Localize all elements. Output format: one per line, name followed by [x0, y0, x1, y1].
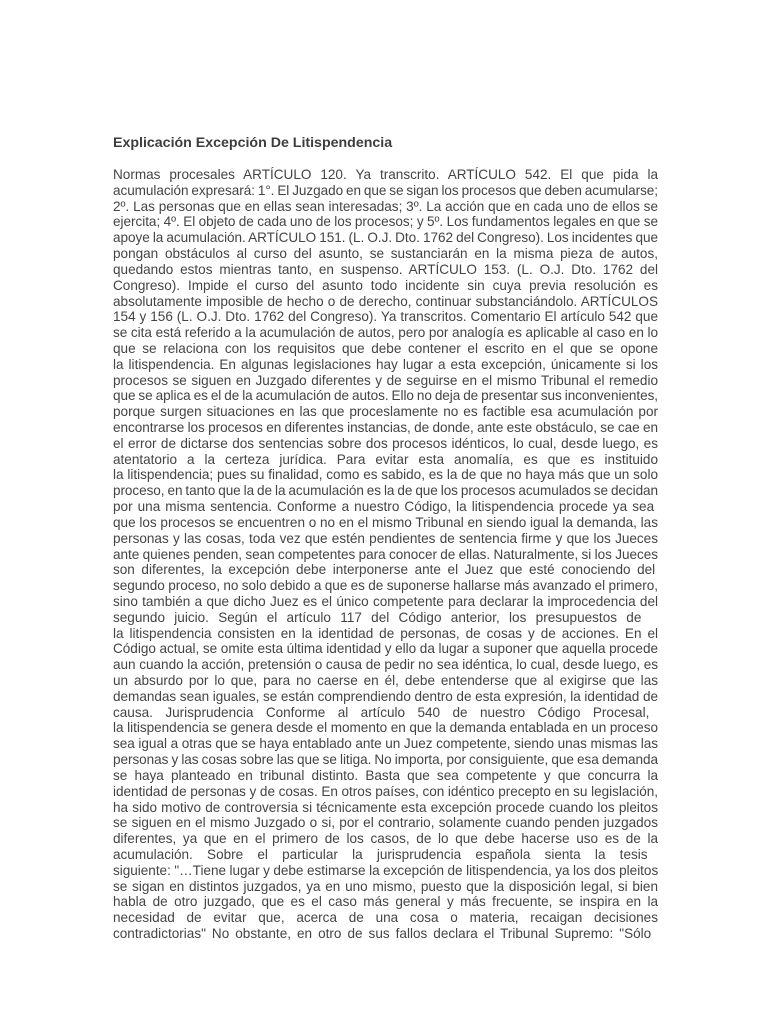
document-body [113, 167, 658, 942]
body-line: contradictorias" No obstante, en otro de sus fallos declara el Tribunal Supremo: "Sólo [113, 926, 652, 941]
body-line: por una misma sentencia. Conforme a nuestro Código, la litispendencia procede ya sea [113, 499, 655, 515]
body-line: se siguen en el mismo Juzgado o si, por el contrario, solamente cuando penden juzgados [113, 815, 658, 831]
body-line: identidad de personas y de cosas. En otros países, con idéntico precepto en su legislación, [113, 783, 658, 799]
body-line: pongan obstáculos al curso del asunto, se sustanciarán en la misma pieza de autos, [113, 246, 658, 262]
body-line: sea igual a otras que se haya entablado ante un Juez competente, siendo unas mismas las [113, 736, 658, 752]
body-line: acumulación. Sobre el particular la jurisprudencia española sienta la tesis [113, 846, 648, 862]
body-line: el error de dictarse dos sentencias sobre dos procesos idénticos, lo cual, desde luego, es [113, 435, 658, 451]
body-line: Congreso). Impide el curso del asunto todo incidente sin cuya previa resolución es [113, 277, 658, 293]
body-line: quedando estos mientras tanto, en suspenso. ARTÍCULO 153. (L. O.J. Dto. 1762 del [113, 261, 658, 277]
body-line: que los procesos se encuentren o no en el mismo Tribunal en siendo igual la demanda, las [113, 514, 658, 530]
body-line: 154 y 156 (L. O.J. Dto. 1762 del Congreso). Ya transcritos. Comentario El artículo 542 que [113, 309, 658, 325]
body-line: son diferentes, la excepción debe interponerse ante el Juez que esté conociendo del [113, 562, 656, 578]
body-line: Normas procesales ARTÍCULO 120. Ya transcrito. ARTÍCULO 542. El que pida la [113, 167, 658, 182]
body-line: segundo juicio. Según el artículo 117 del Código anterior, los presupuestos de [113, 609, 642, 625]
body-line: sino también a que dicho Juez es el único competente para declarar la improcedencia del [113, 593, 658, 609]
body-line: segundo proceso, no solo debido a que es de suponerse hallarse más avanzado el primero, [113, 578, 658, 594]
body-line: causa. Jurisprudencia Conforme al artículo 540 de nuestro Código Procesal, [113, 704, 650, 720]
body-line: habla de otro juzgado, que es el caso más general y más frecuente, se inspira en la [113, 894, 658, 910]
body-line: 2º. Las personas que en ellas sean interesadas; 3º. La acción que en cada uno de ellos se [113, 198, 658, 214]
body-line: apoye la acumulación. ARTÍCULO 151. (L. O.J. Dto. 1762 del Congreso). Los incidentes que [113, 230, 658, 246]
document-title: Explicación Excepción De Litispendencia [113, 135, 393, 151]
body-line: demandas sean iguales, se están comprendiendo dentro de esta expresión, la identidad de [113, 688, 658, 704]
body-line: personas y las cosas, toda vez que estén pendientes de sentencia firme y que los Jueces [113, 530, 658, 546]
body-line: acumulación expresará: 1°. El Juzgado en que se sigan los procesos que deben acumularse; [113, 182, 658, 198]
body-line: absolutamente imposible de hecho o de derecho, continuar substanciándolo. ARTÍCULOS [113, 293, 658, 309]
body-line: la litispendencia se genera desde el momento en que la demanda entablada en un proceso [113, 720, 658, 736]
body-line: un absurdo por lo que, para no caerse en él, debe entenderse que al exigirse que las [113, 673, 658, 688]
body-line: necesidad de evitar que, acerca de una cosa o materia, recaigan decisiones [113, 910, 658, 926]
body-line: que se relaciona con los requisitos que debe contener el escrito en el que se opone [113, 340, 658, 356]
body-line: la litispendencia consisten en la identidad de personas, de cosas y de acciones. En el [113, 625, 658, 641]
body-line: siguiente: "…Tiene lugar y debe estimarse la excepción de litispendencia, ya los dos pleitos [113, 862, 659, 878]
body-line: ejercita; 4º. El objeto de cada uno de los procesos; y 5º. Los fundamentos legales en que se [113, 214, 658, 230]
body-line: se sigan en distintos juzgados, ya en uno mismo, puesto que la disposición legal, si bien [113, 878, 658, 894]
body-line: la litispendencia; pues su finalidad, como es sabido, es la de que no haya más que un solo [113, 467, 658, 483]
body-line: ha sido motivo de controversia si técnicamente esta excepción procede cuando los pleitos [113, 799, 658, 815]
body-line: Código actual, se omite esta última identidad y ello da lugar a suponer que aquella procede [113, 641, 658, 657]
body-line: personas y las cosas sobre las que se litiga. No importa, por consiguiente, que esa demanda [113, 752, 658, 768]
body-line: porque surgen situaciones en las que proceslamente no es factible esa acumulación por [113, 404, 658, 420]
body-line: se haya planteado en tribunal distinto. Basta que sea competente y que concurra la [113, 767, 658, 783]
body-line: atentatorio a la certeza jurídica. Para evitar esta anomalía, es que es instituido [113, 451, 658, 467]
body-line: procesos se siguen en Juzgado diferentes y de seguirse en el mismo Tribunal el remedio [113, 372, 658, 388]
body-line: encontrarse los procesos en diferentes instancias, de donde, ante este obstáculo, se cae en [113, 420, 658, 435]
body-line: se cita está referido a la acumulación de autos, pero por analogía es aplicable al caso en lo [113, 325, 658, 341]
body-line: proceso, en tanto que la de la acumulación es la de que los procesos acumulados se decidan [113, 483, 658, 499]
body-line: la litispendencia. En algunas legislaciones hay lugar a esta excepción, únicamente si los [113, 356, 658, 372]
body-line: diferentes, ya que en el primero de los casos, de lo que debe hacerse uso es de la [113, 831, 658, 847]
body-line: ante quienes penden, sean competentes para conocer de ellas. Naturalmente, si los Jueces [113, 546, 658, 562]
body-line: aun cuando la acción, pretensión o causa de pedir no sea idéntica, lo cual, desde luego, es [113, 657, 658, 673]
body-line: que se aplica es el de la acumulación de autos. Ello no deja de presentar sus inconvenientes, [113, 388, 658, 404]
